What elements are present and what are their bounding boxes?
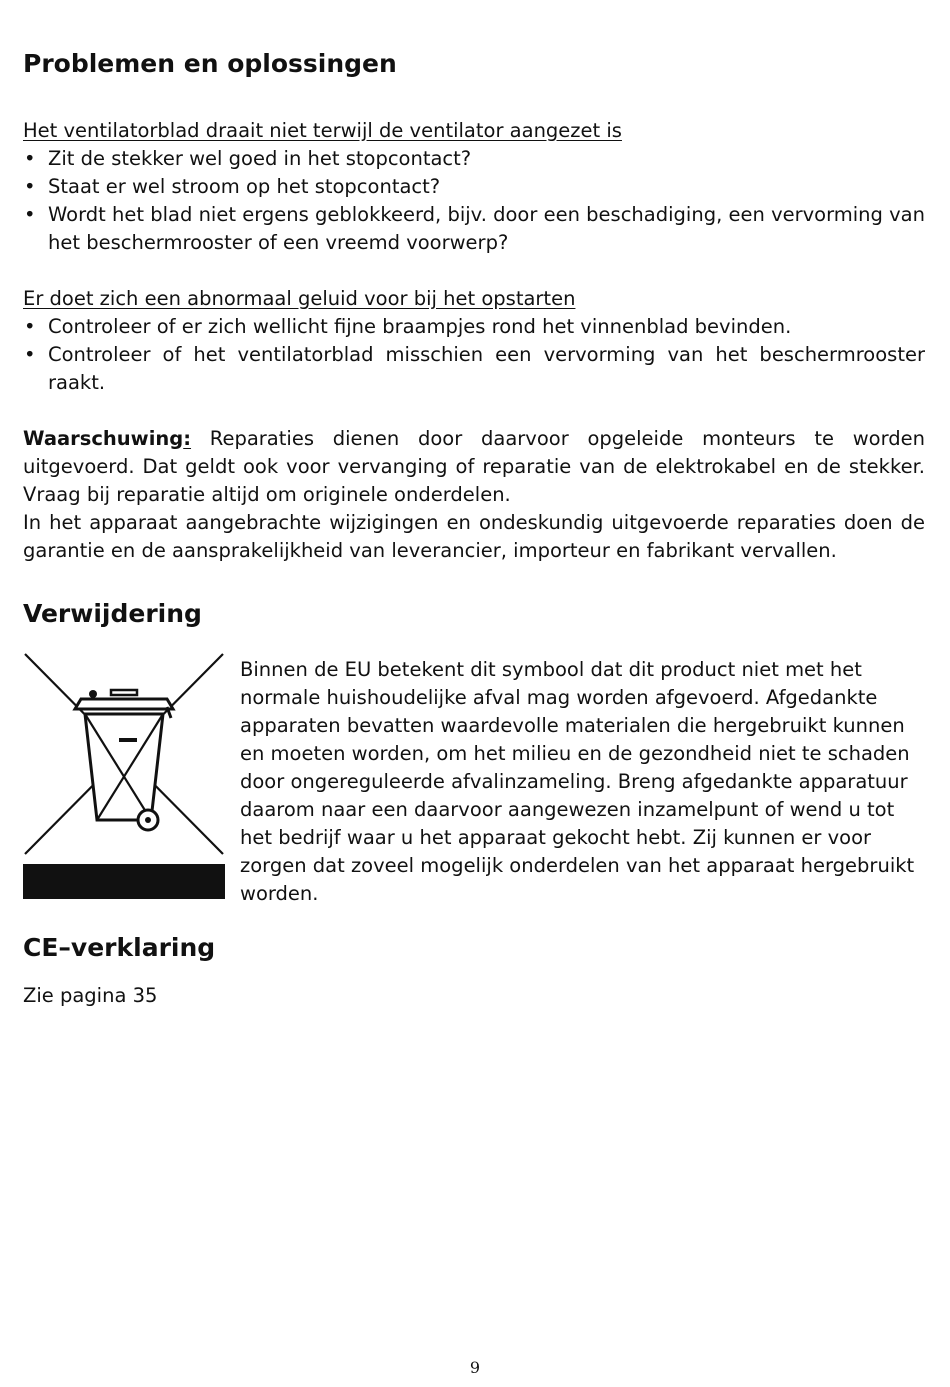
list-item: • Staat er wel stroom op het stopcontact? [23,173,925,201]
list-item: • Wordt het blad niet ergens geblokkeerd, bijv. door een beschadiging, een vervorming van het beschermrooster of een vreemd voorwerp? [23,201,925,257]
document-page [23,44,925,1010]
warning-text: Reparaties dienen door daarvoor opgeleide monteurs te worden uitgevoerd. Dat geldt ook voor vervanging of reparatie van de elektrokabel en de stekker. Vraag bij reparatie altijd om originele onderdelen. [23,427,925,506]
heading-ce-declaration: CE–verklaring [23,933,216,962]
problem1-title: Het ventilatorblad draait niet terwijl de ventilator aangezet is [23,119,622,142]
heading-disposal: Verwijdering [23,599,202,628]
list-item: • Zit de stekker wel goed in het stopcontact? [23,145,925,173]
weee-crossed-out-bin-icon [23,652,225,902]
disposal-block [23,634,925,924]
problem1-list [23,145,925,257]
list-item: • Controleer of het ventilatorblad misschien een vervorming van het beschermrooster raakt. [23,341,925,397]
disposal-text: Binnen de EU betekent dit symbool dat dit product niet met het normale huishoudelijke afval mag worden afgevoerd. Afgedankte apparaten bevatten waardevolle materialen die hergebruikt kunnen en moeten worden, om het milieu en de gezondheid niet te schaden door ongereguleerde afvalinzameling. Breng afgedankte apparatuur daarom naar een daarvoor aangewezen inzamelpunt of wend u tot het bedrijf waar u het apparaat gekocht hebt. Zij kunnen er voor zorgen dat zoveel mogelijk onderdelen van het apparaat hergebruikt worden. [240,658,915,905]
warning-label: Waarschuwing: [23,427,192,450]
problem2-title: Er doet zich een abnormaal geluid voor bij het opstarten [23,287,576,310]
ce-reference: Zie pagina 35 [23,984,158,1007]
warning-paragraph [23,425,925,509]
page-number: 9 [469,1358,481,1377]
warranty-paragraph: In het apparaat aangebrachte wijzigingen en ondeskundig uitgevoerde reparaties doen de garantie en de aansprakelijkheid van leverancier, importeur en fabrikant vervallen. [23,511,925,562]
problem2-list [23,313,925,397]
heading-problems-solutions: Problemen en oplossingen [23,49,397,78]
list-item: • Controleer of er zich wellicht fijne braampjes rond het vinnenblad bevinden. [23,313,925,341]
